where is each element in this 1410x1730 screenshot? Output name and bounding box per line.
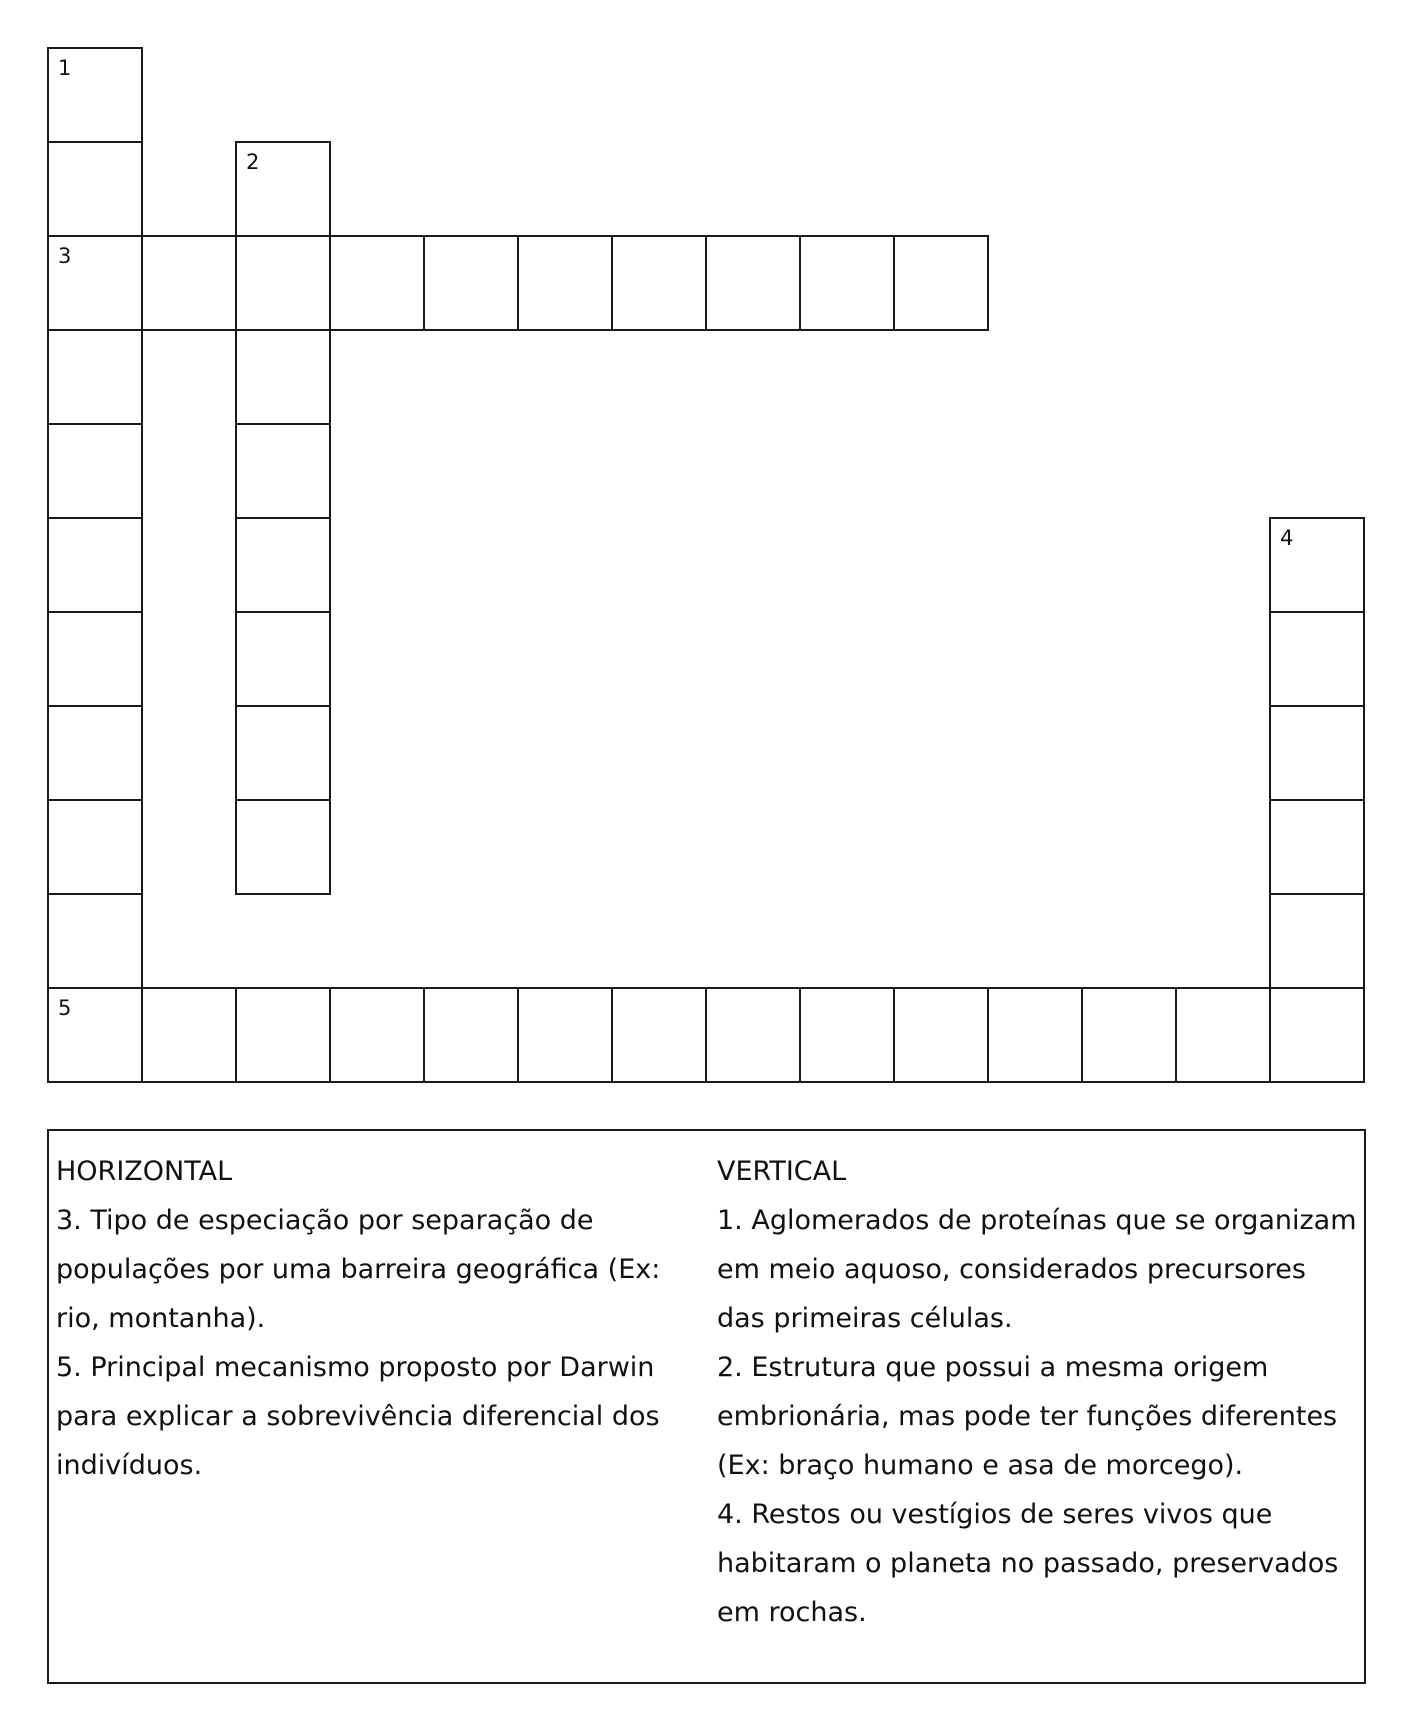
grid-cell[interactable] [329,235,425,331]
grid-cell[interactable] [47,799,143,895]
grid-cell[interactable] [235,705,331,801]
grid-cell[interactable] [893,987,989,1083]
grid-cell[interactable] [1175,987,1271,1083]
clue-down-2: 2. Estrutura que possui a mesma origem embrionária, mas pode ter funções diferentes (Ex: braço humano e asa de morcego). [717,1352,1338,1481]
vertical-heading: VERTICAL [717,1156,847,1187]
grid-cell[interactable] [1269,893,1365,989]
horizontal-heading: HORIZONTAL [56,1156,233,1187]
grid-cell[interactable] [47,517,143,613]
grid-cell[interactable] [1269,799,1365,895]
grid-cell[interactable] [47,47,143,143]
grid-cell[interactable] [47,329,143,425]
grid-cell[interactable] [47,141,143,237]
clue-number: 4 [1280,526,1294,550]
clue-number: 2 [246,150,260,174]
grid-cell[interactable] [705,235,801,331]
grid-cell[interactable] [235,423,331,519]
grid-cell[interactable] [47,611,143,707]
grid-cell[interactable] [423,987,519,1083]
grid-cell[interactable] [329,987,425,1083]
clue-across-3: 3. Tipo de especiação por separação de populações por uma barreira geográfica (Ex: rio, montanha). [56,1205,661,1334]
grid-cell[interactable] [47,893,143,989]
grid-cell[interactable] [987,987,1083,1083]
grid-cell[interactable] [141,987,237,1083]
grid-cell[interactable] [235,235,331,331]
grid-cell[interactable] [423,235,519,331]
grid-cell[interactable] [235,611,331,707]
grid-cell[interactable] [235,987,331,1083]
grid-cell[interactable] [235,517,331,613]
clue-across-5: 5. Principal mecanismo proposto por Darwin para explicar a sobrevivência diferencial dos indivíduos. [56,1352,660,1481]
grid-cell[interactable] [799,235,895,331]
grid-cell[interactable] [1269,987,1365,1083]
grid-cell[interactable] [235,799,331,895]
horizontal-clues [56,1147,696,1490]
grid-cell[interactable] [1269,611,1365,707]
clue-number: 5 [58,996,72,1020]
grid-cell[interactable] [611,235,707,331]
grid-cell[interactable] [705,987,801,1083]
grid-cell[interactable] [47,423,143,519]
clues-box [47,1129,1366,1684]
grid-cell[interactable] [141,235,237,331]
grid-cell[interactable] [47,705,143,801]
grid-cell[interactable] [611,987,707,1083]
grid-cell[interactable] [893,235,989,331]
grid-cell[interactable] [1081,987,1177,1083]
grid-cell[interactable] [47,235,143,331]
clue-down-1: 1. Aglomerados de proteínas que se organizam em meio aquoso, considerados precursores das primeiras células. [717,1205,1357,1334]
clue-number: 3 [58,244,72,268]
grid-cell[interactable] [517,987,613,1083]
clue-down-4: 4. Restos ou vestígios de seres vivos que habitaram o planeta no passado, preservados em rochas. [717,1499,1339,1628]
grid-cell[interactable] [1269,705,1365,801]
grid-cell[interactable] [235,141,331,237]
grid-cell[interactable] [1269,517,1365,613]
grid-cell[interactable] [235,329,331,425]
grid-cell[interactable] [47,987,143,1083]
grid-cell[interactable] [517,235,613,331]
clue-number: 1 [58,56,72,80]
grid-cell[interactable] [799,987,895,1083]
vertical-clues [717,1147,1357,1637]
